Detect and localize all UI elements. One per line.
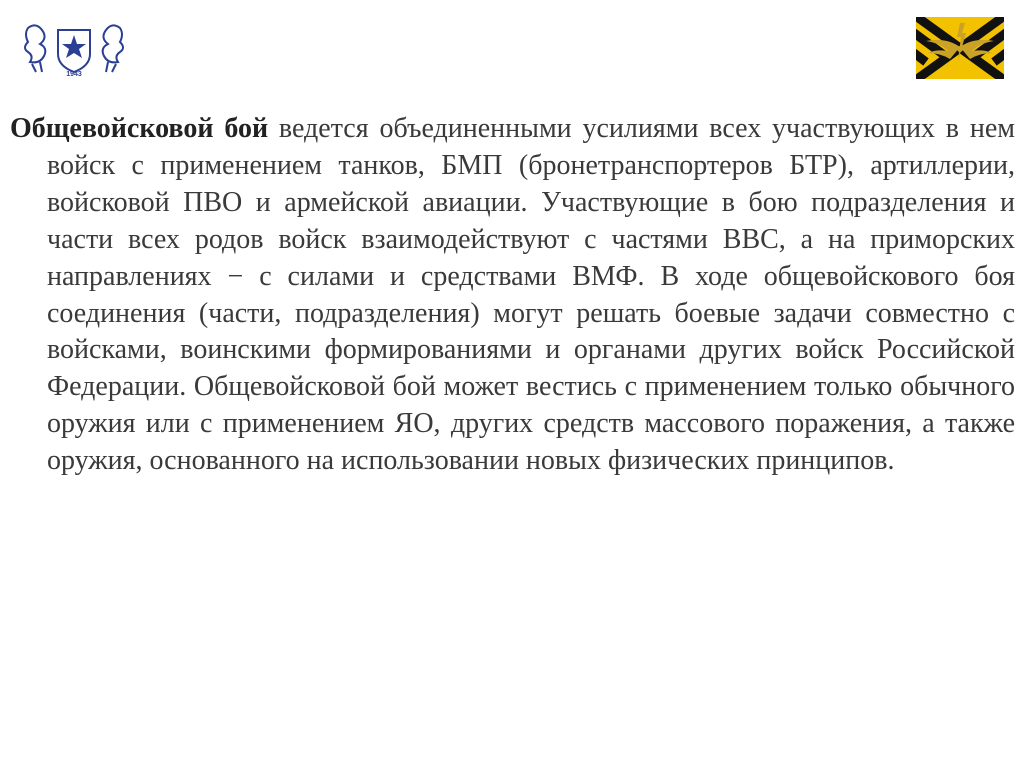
- paragraph-lead: Общевойсковой бой: [10, 113, 269, 144]
- paragraph-body: ведется объединенными усилиями всех участвующих в нем войск с применением танков, БМП (бронетранспортеров БТР), артиллерии, войсковой ПВО и армейской авиации. Участвующие в бою подразделения и части всех родов войск взаимодействуют с частями ВВС, а на приморских направлениях − с силами и средствами ВМФ. В ходе общевойскового боя соединения (части, подразделения) могут решать боевые задачи совместно с войсками, воинскими формированиями и органами других войск Российской Федерации. Общевойсковой бой может вестись с применением только обычного оружия или с применением ЯО, других средств массового поражения, а также оружия, основанного на использовании новых физических принципов.: [47, 113, 1015, 477]
- university-crest-icon: [22, 18, 126, 80]
- crest-year: 1943: [66, 71, 82, 78]
- paragraph: [10, 111, 1015, 480]
- military-signal-emblem-icon: [916, 17, 1004, 79]
- main-text-block: [10, 111, 1015, 480]
- military-emblem-logo: [916, 17, 1004, 79]
- university-crest-logo: [22, 18, 126, 80]
